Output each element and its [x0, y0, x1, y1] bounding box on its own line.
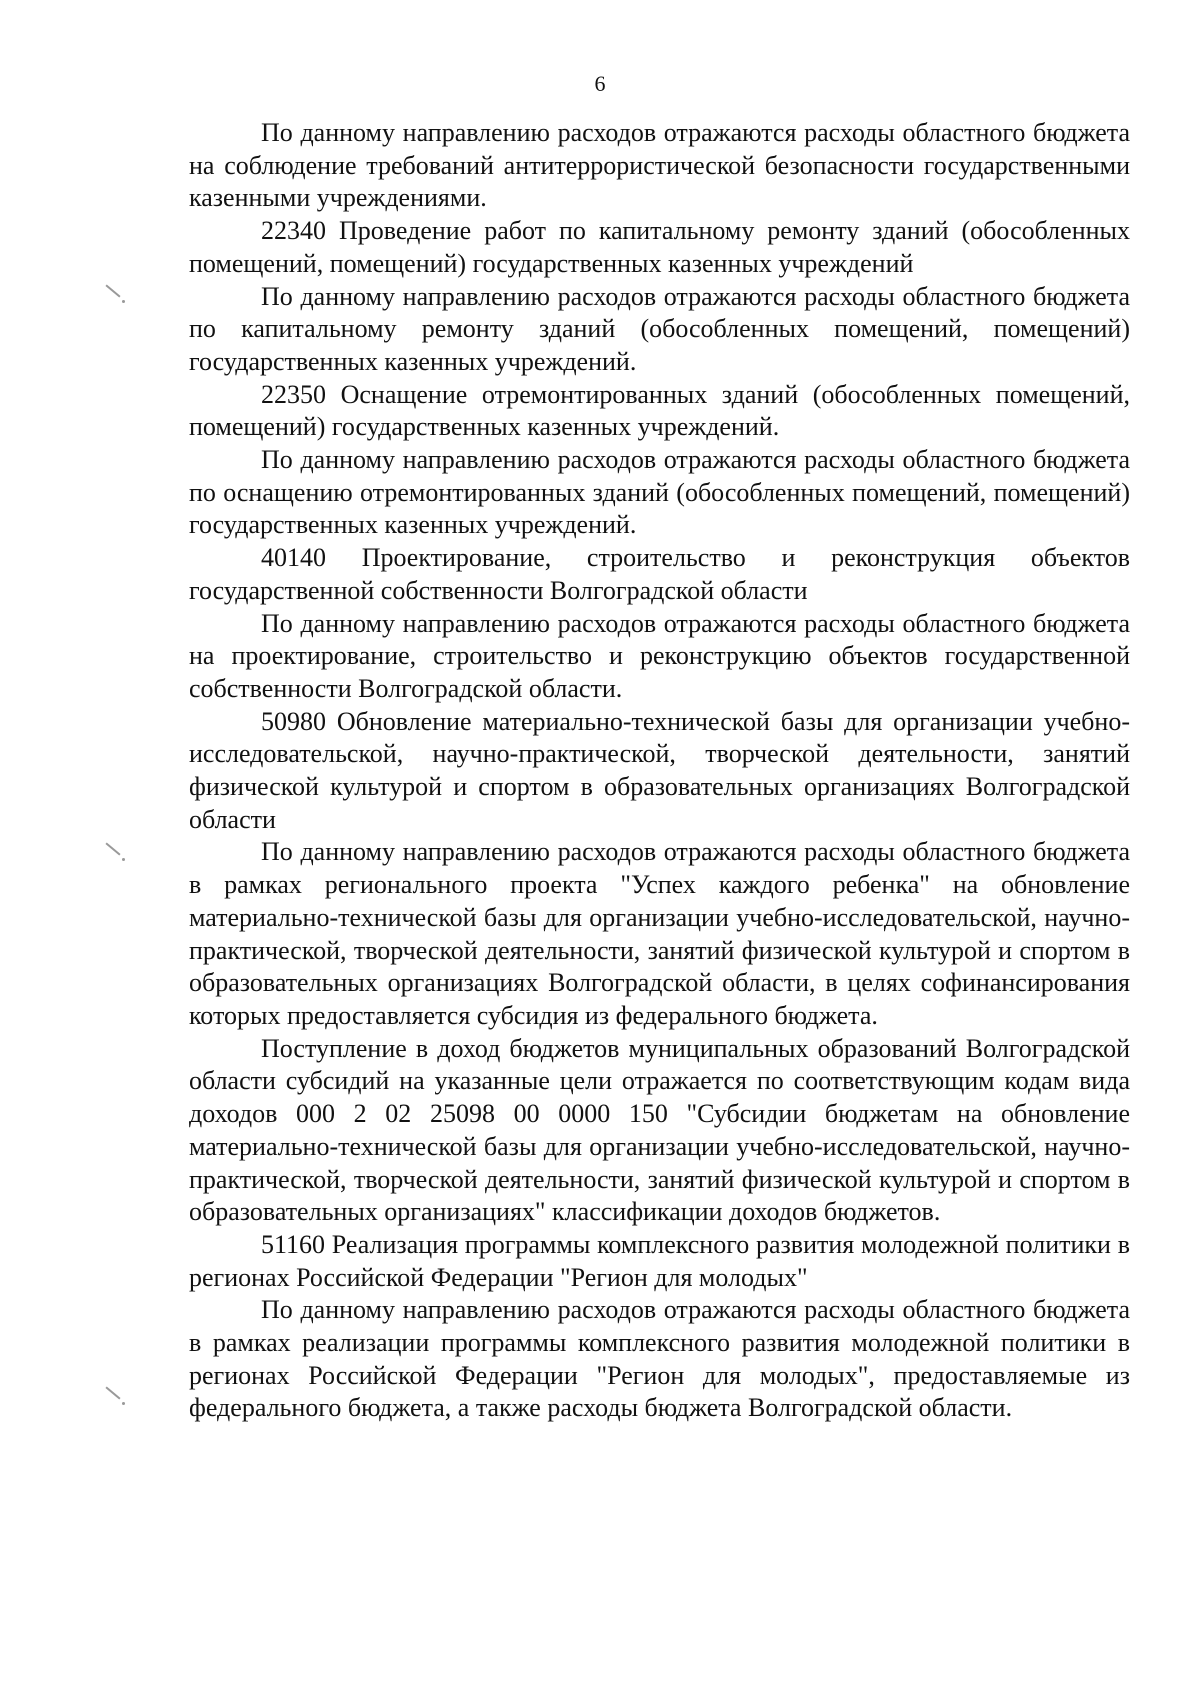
scan-artifact: [105, 1386, 120, 1399]
scan-artifact: [122, 300, 125, 303]
scan-artifact: [105, 842, 120, 855]
paragraph-50980-income: Поступление в доход бюджетов муниципальных образований Волгоградской области субсидий на указанные цели отражается по соответствующим кодам вида доходов 000 2 02 25098 00 0000 150 "Субсидии бюджетам на обновление материально-технической базы для организации учебно-исследовательской, научно-практической, творческой деятельности, занятий физической культурой и спортом в образовательных организациях" классификации доходов бюджетов.: [189, 1033, 1130, 1227]
scan-artifact: [105, 284, 120, 297]
scan-artifact: [122, 858, 125, 861]
document-body: [189, 117, 1130, 1425]
heading-40140: 40140 Проектирование, строительство и реконструкция объектов государственной собственности Волгоградской области: [189, 543, 1130, 605]
heading-22340: 22340 Проведение работ по капитальному ремонту зданий (обособленных помещений, помещений) государственных казенных учреждений: [189, 216, 1130, 278]
scan-artifact: [122, 1402, 125, 1405]
heading-51160: 51160 Реализация программы комплексного развития молодежной политики в регионах Российской Федерации "Регион для молодых": [189, 1229, 1130, 1292]
paragraph-51160-description: По данному направлению расходов отражаются расходы областного бюджета в рамках реализации программы комплексного развития молодежной политики в регионах Российской Федерации "Регион для молодых", предоставляемые из федерального бюджета, а также расходы бюджета Волгоградской области.: [189, 1295, 1130, 1423]
paragraph-22340-description: По данному направлению расходов отражаются расходы областного бюджета по капитальному ремонту зданий (обособленных помещений, помещений) государственных казенных учреждений.: [189, 281, 1130, 376]
paragraph-50980-description: По данному направлению расходов отражаются расходы областного бюджета в рамках регионального проекта "Успех каждого ребенка" на обновление материально-технической базы для организации учебно-исследовательской, научно-практической, творческой деятельности, занятий физической культурой и спортом в образовательных организациях Волгоградской области, в целях софинансирования которых предоставляется субсидия из федерального бюджета.: [189, 837, 1130, 1030]
paragraph-40140-description: По данному направлению расходов отражаются расходы областного бюджета на проектирование, строительство и реконструкцию объектов государственной собственности Волгоградской области.: [189, 608, 1130, 703]
paragraph-antiterror-description: По данному направлению расходов отражаются расходы областного бюджета на соблюдение требований антитеррористической безопасности государственными казенными учреждениями.: [189, 118, 1130, 213]
page-number: 6: [594, 71, 606, 96]
heading-50980: 50980 Обновление материально-технической базы для организации учебно-исследовательской, научно-практической, творческой деятельности, занятий физической культурой и спортом в образовательных организациях Волгоградской области: [189, 706, 1130, 834]
paragraph-22350-description: По данному направлению расходов отражаются расходы областного бюджета по оснащению отремонтированных зданий (обособленных помещений, помещений) государственных казенных учреждений.: [189, 445, 1130, 540]
heading-22350: 22350 Оснащение отремонтированных зданий (обособленных помещений, помещений) государственных казенных учреждений.: [189, 379, 1130, 442]
